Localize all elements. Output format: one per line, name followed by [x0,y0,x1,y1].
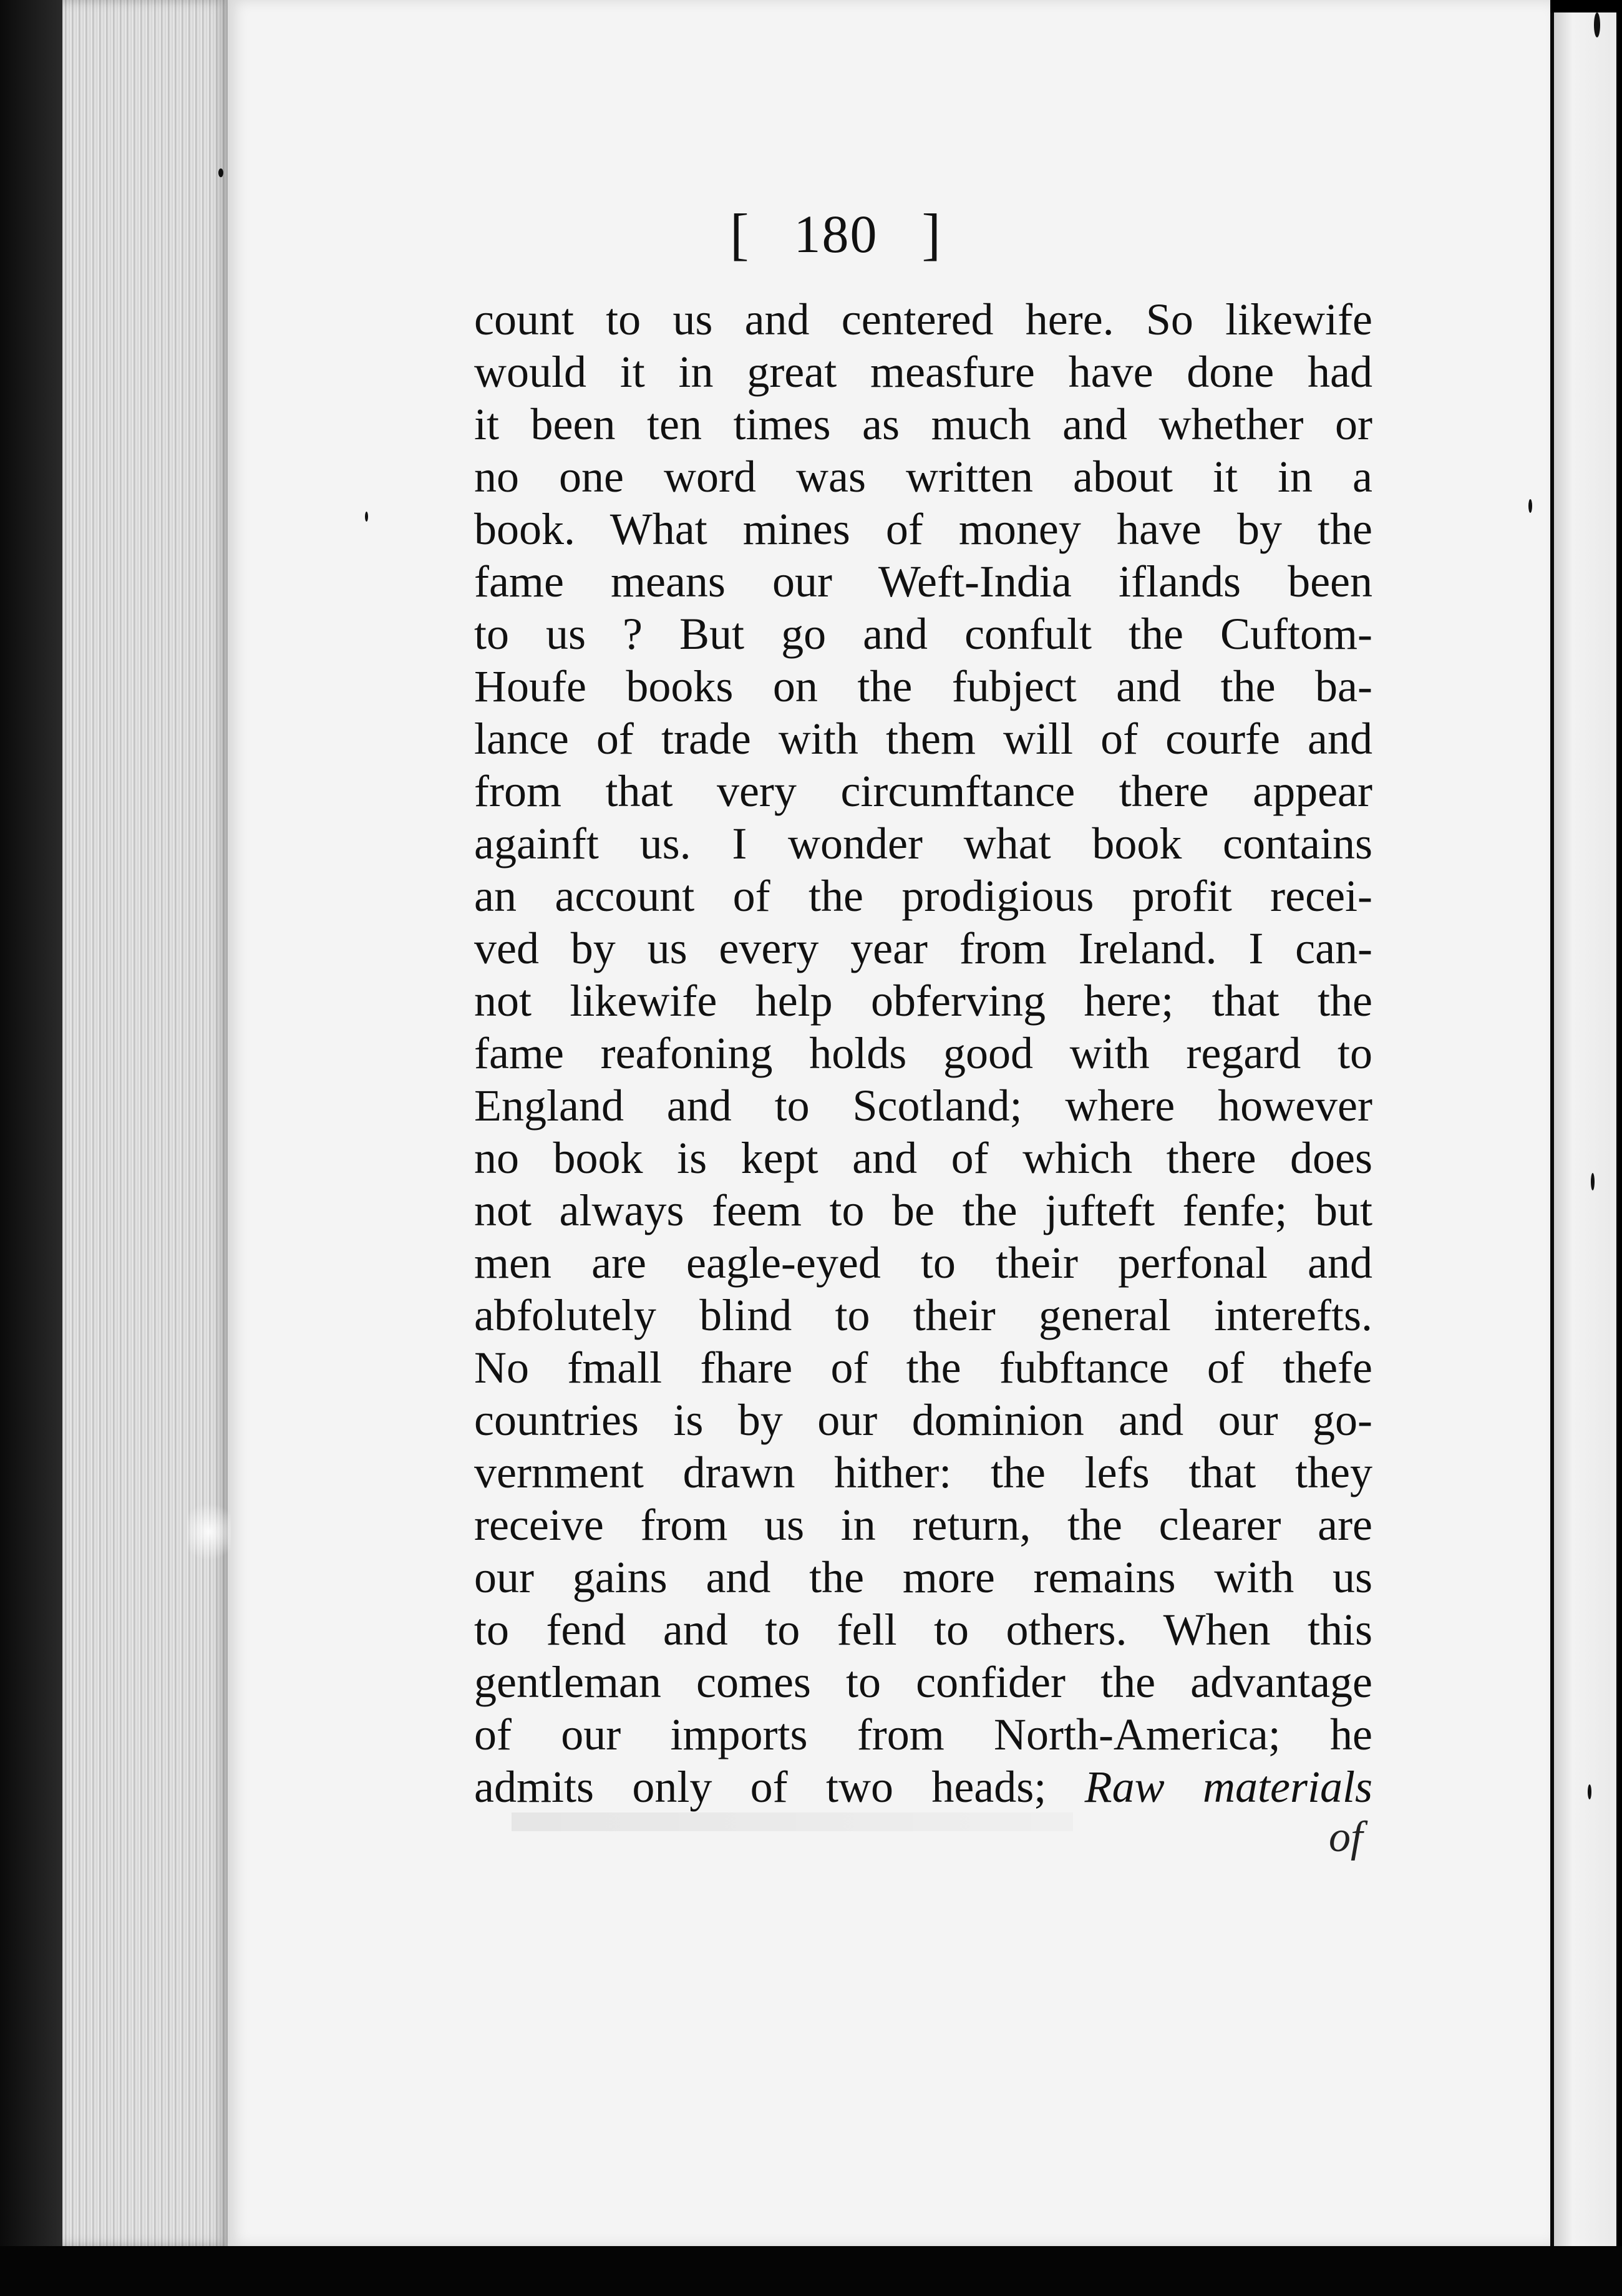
text-line: fame reafoning holds good with regard to [474,1028,1372,1078]
text-line: ved by us every year from Ireland. I can- [474,923,1372,973]
text-line-italic-part: Raw materials [1084,1762,1372,1812]
scan-bottom-border [0,2246,1622,2296]
ink-speck [218,168,223,177]
body-text [474,293,1372,1813]
stacked-page-edges [62,0,228,2246]
ink-speck [1528,499,1532,513]
text-line: to fend and to fell to others. When this [474,1605,1372,1655]
page-number-left-bracket: [ [729,202,750,266]
text-line: abfolutely blind to their general interefts. [474,1290,1372,1340]
text-line-last [474,1761,1372,1813]
text-line: vernment drawn hither: the lefs that they [474,1447,1372,1497]
text-line: an account of the prodigious profit recei- [474,871,1372,921]
text-line: count to us and centered here. So likewife [474,294,1372,344]
page-number-header [649,200,1023,268]
text-line-regular-part: admits only of two heads; [474,1762,1047,1812]
text-line: would it in great measfure have done had [474,347,1372,397]
text-line: fame means our Weft-India iflands been [474,557,1372,606]
ink-speck [1594,12,1600,37]
text-line: not always feem to be the jufteft fenfe; but [474,1185,1372,1235]
bleed-through [512,1812,1073,1831]
text-line: it been ten times as much and whether or [474,399,1372,449]
scan-left-border [0,0,62,2296]
text-line: againft us. I wonder what book contains [474,819,1372,868]
paper-stain [187,1497,231,1566]
text-line: No fmall fhare of the fubftance of thefe [474,1343,1372,1393]
text-line: England and to Scotland; where however [474,1081,1372,1131]
text-line: of our imports from North-America; he [474,1710,1372,1759]
page-number-right-bracket: ] [921,202,943,266]
text-line: gentleman comes to confider the advantage [474,1657,1372,1707]
ink-speck [1591,1173,1595,1190]
text-line: countries is by our dominion and our go- [474,1395,1372,1445]
text-line: men are eagle-eyed to their perfonal and [474,1238,1372,1288]
text-line: book. What mines of money have by the [474,504,1372,554]
ink-speck [365,512,368,522]
facing-page-edge [1550,12,1616,2252]
text-line: to us ? But go and confult the Cuftom- [474,609,1372,659]
text-line: our gains and the more remains with us [474,1552,1372,1602]
text-line: no one word was written about it in a [474,452,1372,502]
catchword: of [1329,1813,1363,1861]
page-number: 180 [794,204,878,264]
text-line: from that very circumftance there appear [474,766,1372,816]
text-line: lance of trade with them will of courfe and [474,714,1372,764]
text-line: no book is kept and of which there does [474,1133,1372,1183]
text-line: Houfe books on the fubject and the ba- [474,661,1372,711]
text-line: receive from us in return, the clearer are [474,1500,1372,1550]
ink-speck [1588,1784,1591,1799]
text-line: not likewife help obferving here; that the [474,976,1372,1026]
